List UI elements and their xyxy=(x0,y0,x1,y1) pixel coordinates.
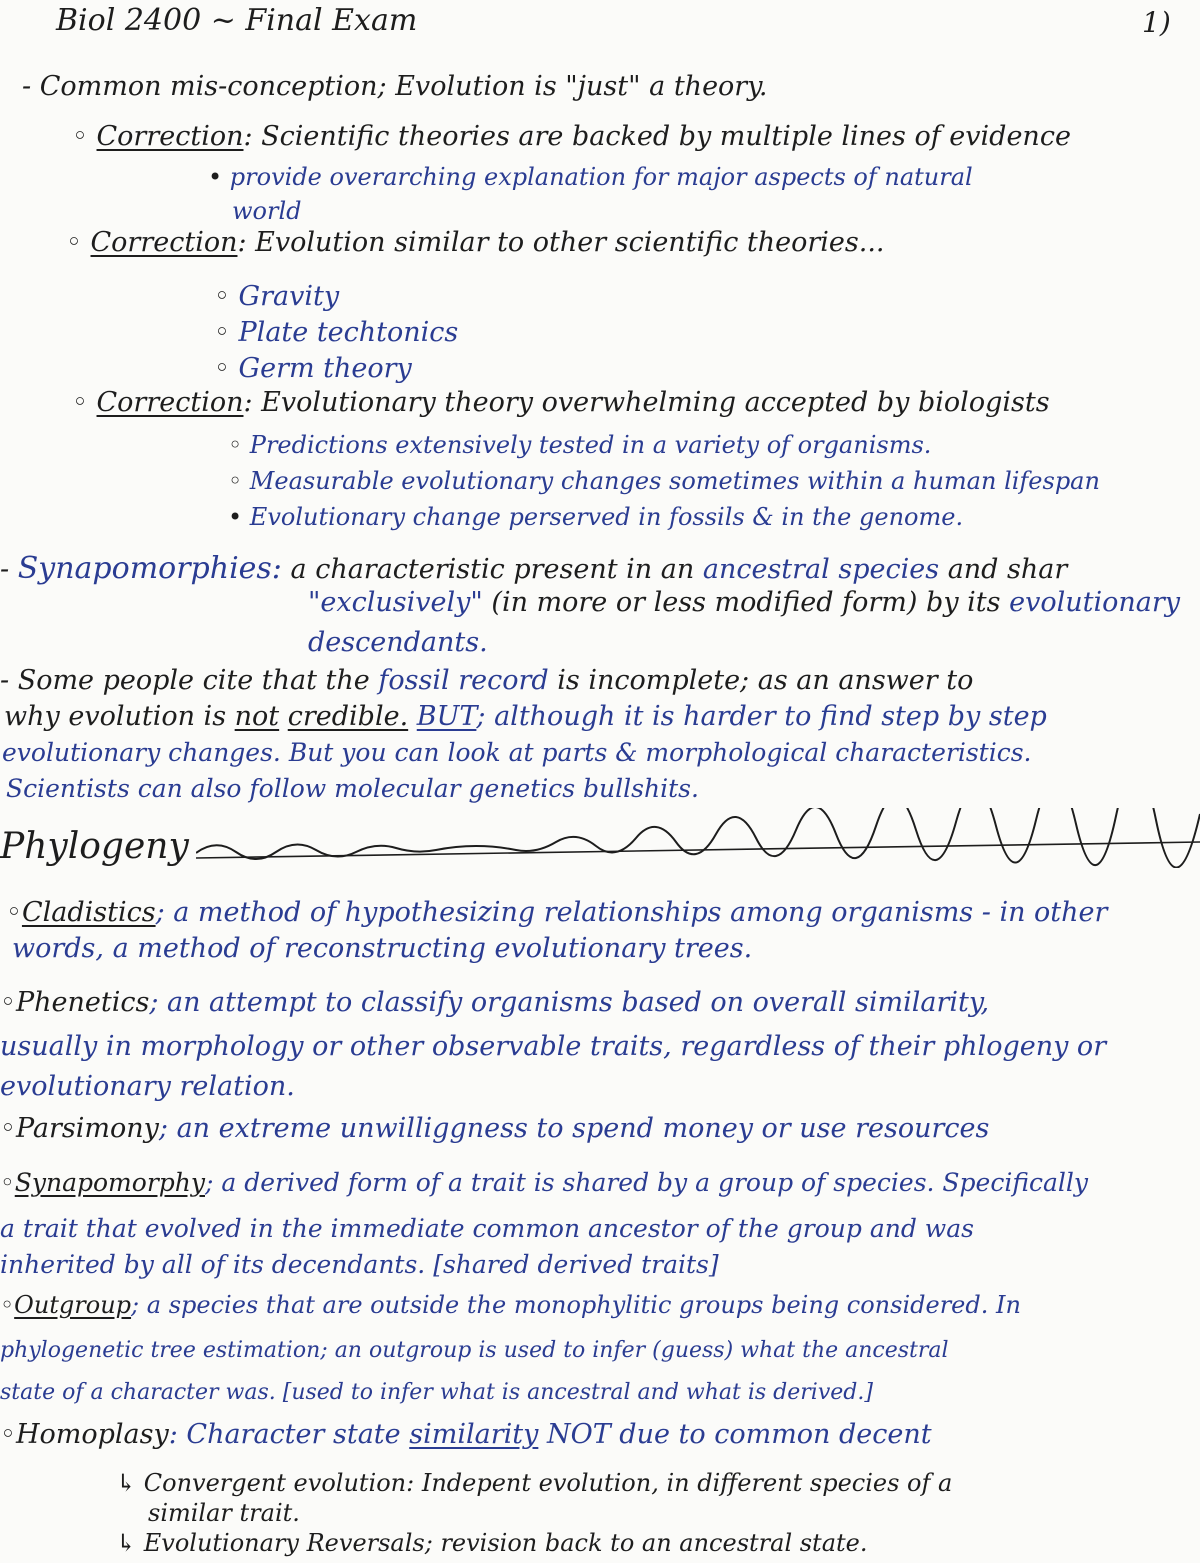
page-number: 1) xyxy=(1142,6,1171,39)
correction-2-sub-2: ◦ Plate techtonics xyxy=(214,317,459,348)
cladistics-term: Cladistics xyxy=(21,897,156,928)
bullet-icon: ◦ xyxy=(0,1113,16,1144)
outgroup-line-2: phylogenetic tree estimation; an outgroup is used to infer (guess) what the ancestral xyxy=(0,1338,949,1363)
correction-3 xyxy=(72,386,1050,420)
bullet-icon: ◦ xyxy=(6,897,22,928)
fossil-line-1: - Some people cite that the fossil record is incomplete; as an answer to xyxy=(0,665,974,696)
bullet-icon: ◦ xyxy=(72,387,97,418)
correction-text: : Evolution similar to other scientific theories... xyxy=(237,227,885,258)
parsimony-line-1: ◦Parsimony; an extreme unwilliggness to spend money or use resources xyxy=(0,1113,990,1144)
outgroup-term: Outgroup xyxy=(14,1291,132,1319)
arrow-icon: ↳ xyxy=(116,1529,144,1557)
correction-label: Correction xyxy=(90,227,238,258)
bullet-icon: ◦ xyxy=(0,987,16,1018)
phenetics-line-1: ◦Phenetics; an attempt to classify organisms based on overall similarity, xyxy=(0,987,990,1018)
bullet-icon: ◦ xyxy=(214,353,239,384)
phenetics-line-2: usually in morphology or other observable traits, regardless of their phlogeny or xyxy=(0,1031,1107,1062)
correction-1-sub-1: • provide overarching explanation for major aspects of natural xyxy=(208,163,973,191)
misconception-line: - Common mis-conception; Evolution is "just" a theory. xyxy=(22,71,768,102)
synapomorphy-line-2: a trait that evolved in the immediate common ancestor of the group and was xyxy=(0,1214,974,1243)
correction-1 xyxy=(72,120,1071,154)
synapomorphies-line-2: "exclusively" (in more or less modified form) by its evolutionary xyxy=(308,587,1180,618)
phenetics-line-3: evolutionary relation. xyxy=(0,1071,295,1102)
fossil-line-4: Scientists can also follow molecular genetics bullshits. xyxy=(6,774,699,803)
fossil-line-3: evolutionary changes. But you can look at parts & morphological characteristics. xyxy=(2,738,1032,767)
parsimony-term: Parsimony xyxy=(15,1113,159,1144)
correction-3-sub-1: ◦ Predictions extensively tested in a variety of organisms. xyxy=(228,431,932,459)
squiggle-divider xyxy=(196,808,1200,868)
synapomorphy-term: Synapomorphy xyxy=(14,1168,205,1197)
correction-text: : Scientific theories are backed by multiple lines of evidence xyxy=(243,121,1071,152)
outgroup-line-1: ◦Outgroup; a species that are outside the monophylitic groups being considered. In xyxy=(0,1291,1021,1319)
bullet-icon: ◦ xyxy=(0,1291,15,1319)
correction-3-sub-3: • Evolutionary change perserved in fossils & in the genome. xyxy=(228,503,964,531)
cladistics-line-2: words, a method of reconstructing evolutionary trees. xyxy=(12,933,753,964)
bullet-icon: ◦ xyxy=(214,281,239,312)
bullet-icon: ◦ xyxy=(214,317,239,348)
bullet-icon: • xyxy=(228,503,250,531)
bullet-icon: ◦ xyxy=(228,431,250,459)
synapomorphies-line-3: descendants. xyxy=(308,627,488,658)
bullet-icon: ◦ xyxy=(66,227,91,258)
homoplasy-term: Homoplasy xyxy=(15,1419,169,1450)
bullet-icon: ◦ xyxy=(0,1419,16,1450)
page-title: Biol 2400 ~ Final Exam xyxy=(56,3,418,38)
homoplasy-sub-2: similar trait. xyxy=(148,1499,300,1527)
synapomorphy-line-1: ◦Synapomorphy; a derived form of a trait is shared by a group of species. Specifically xyxy=(0,1168,1089,1197)
homoplasy-line-1: ◦Homoplasy: Character state similarity NOT due to common decent xyxy=(0,1419,932,1450)
synapomorphies-term: Synapomorphies: xyxy=(17,551,282,586)
phenetics-term: Phenetics xyxy=(15,987,150,1018)
correction-label: Correction xyxy=(96,387,244,418)
synapomorphy-line-3: inherited by all of its decendants. [shared derived traits] xyxy=(0,1250,719,1279)
bullet-icon: ◦ xyxy=(0,1168,15,1197)
bullet-icon: • xyxy=(208,163,230,191)
phylogeny-heading: Phylogeny xyxy=(0,826,189,867)
correction-2-sub-3: ◦ Germ theory xyxy=(214,353,412,384)
homoplasy-sub-3: ↳ Evolutionary Reversals; revision back to an ancestral state. xyxy=(116,1529,868,1557)
outgroup-line-3: state of a character was. [used to infer what is ancestral and what is derived.] xyxy=(0,1380,873,1405)
correction-2 xyxy=(66,226,885,260)
correction-label: Correction xyxy=(96,121,244,152)
bullet-icon: ◦ xyxy=(228,467,250,495)
correction-2-sub-1: ◦ Gravity xyxy=(214,281,340,312)
arrow-icon: ↳ xyxy=(116,1469,144,1497)
bullet-icon: ◦ xyxy=(72,121,97,152)
correction-3-sub-2: ◦ Measurable evolutionary changes sometimes within a human lifespan xyxy=(228,467,1100,495)
fossil-line-2: why evolution is not credible. BUT; although it is harder to find step by step xyxy=(4,701,1047,732)
homoplasy-sub-1: ↳ Convergent evolution: Indepent evolution, in different species of a xyxy=(116,1469,953,1497)
cladistics-line-1: ◦Cladistics; a method of hypothesizing relationships among organisms - in other xyxy=(6,897,1108,928)
correction-1-sub-2: world xyxy=(232,197,302,225)
synapomorphies-line-1: - Synapomorphies: a characteristic present in an ancestral species and shar xyxy=(0,551,1068,586)
correction-text: : Evolutionary theory overwhelming accepted by biologists xyxy=(243,387,1050,418)
